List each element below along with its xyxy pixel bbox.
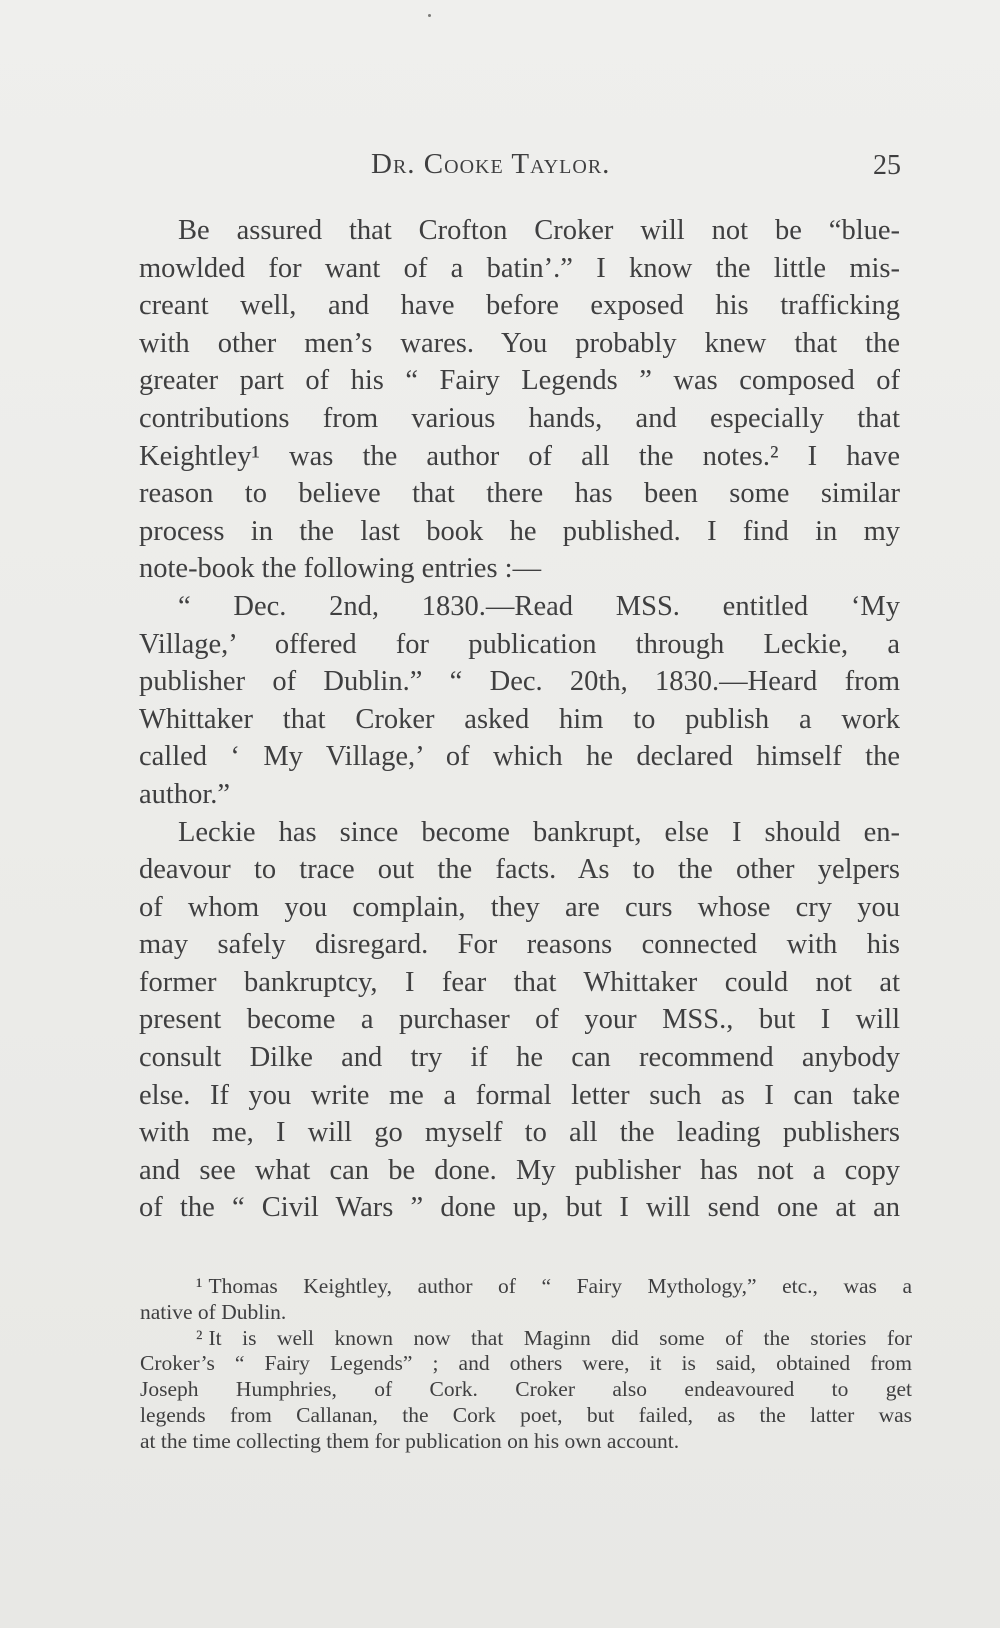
body-line: reason to believe that there has been some similar xyxy=(139,478,900,510)
paper-speck xyxy=(428,14,431,17)
footnote-line xyxy=(140,1326,912,1352)
footnote-line xyxy=(140,1377,912,1403)
body-text xyxy=(139,212,900,1227)
body-line: greater part of his “ Fairy Legends ” was composed of xyxy=(139,365,900,397)
footnote-text: at the time collecting them for publication on his own account. xyxy=(140,1428,680,1453)
body-line: else. If you write me a formal letter such as I can take xyxy=(139,1079,900,1111)
page-number: 25 xyxy=(873,150,901,181)
body-line: deavour to trace out the facts. As to the other yelpers xyxy=(139,854,900,886)
footnote-text: legends from Callanan, the Cork poet, but failed, as the latter was xyxy=(140,1402,912,1427)
body-line: present become a purchaser of your MSS., but I will xyxy=(139,1004,900,1036)
footnote-line xyxy=(140,1429,912,1455)
body-line: mowlded for want of a batin’.” I know the little mis- xyxy=(139,252,900,284)
body-line: called ‘ My Village,’ of which he declared himself the xyxy=(139,741,900,773)
footnote-text: It is well known now that Maginn did some of the stories for xyxy=(208,1325,912,1350)
body-line: Keightley¹ was the author of all the notes.² I have xyxy=(139,440,900,472)
footnote-text: Thomas Keightley, author of “ Fairy Mythology,” etc., was a xyxy=(208,1274,912,1298)
body-line: with other men’s wares. You probably knew that the xyxy=(139,327,900,359)
footnotes xyxy=(140,1274,912,1455)
footnote-marker: ¹ xyxy=(196,1274,203,1298)
body-line: creant well, and have before exposed his trafficking xyxy=(139,290,900,322)
body-line: publisher of Dublin.” “ Dec. 20th, 1830.—Heard from xyxy=(139,666,900,698)
body-line: note-book the following entries :— xyxy=(139,553,542,585)
body-line: Be assured that Crofton Croker will not be “blue- xyxy=(178,215,900,246)
footnote-line xyxy=(140,1274,912,1300)
footnote-marker: ² xyxy=(196,1325,203,1350)
body-line: former bankruptcy, I fear that Whittaker could not at xyxy=(139,966,900,998)
page-header xyxy=(0,148,1000,188)
footnote-line xyxy=(140,1403,912,1429)
body-line: and see what can be done. My publisher has not a copy xyxy=(139,1154,900,1186)
footnote-line xyxy=(140,1351,912,1377)
body-line: may safely disregard. For reasons connected with his xyxy=(139,929,900,961)
body-line: with me, I will go myself to all the leading publishers xyxy=(139,1117,900,1149)
body-line: “ Dec. 2nd, 1830.—Read MSS. entitled ‘My xyxy=(178,590,900,622)
footnote-text: Croker’s “ Fairy Legends” ; and others were, it is said, obtained from xyxy=(140,1351,912,1376)
body-line: Whittaker that Croker asked him to publish a work xyxy=(139,703,900,735)
body-line: consult Dilke and try if he can recommend anybody xyxy=(139,1042,900,1074)
body-line: of whom you complain, they are curs whose cry you xyxy=(139,891,900,923)
body-line: Leckie has since become bankrupt, else I should en- xyxy=(178,816,900,848)
footnote-text: native of Dublin. xyxy=(140,1299,287,1324)
body-line: process in the last book he published. I find in my xyxy=(139,515,900,547)
footnote-line xyxy=(140,1300,912,1326)
body-line: of the “ Civil Wars ” done up, but I will send one at an xyxy=(139,1192,900,1224)
running-head: Dr. Cooke Taylor. xyxy=(371,148,611,180)
footnote-text: Joseph Humphries, of Cork. Croker also endeavoured to get xyxy=(140,1377,912,1402)
body-line: Village,’ offered for publication through Leckie, a xyxy=(139,628,900,660)
body-line: contributions from various hands, and especially that xyxy=(139,402,900,434)
body-line: author.” xyxy=(139,778,231,810)
